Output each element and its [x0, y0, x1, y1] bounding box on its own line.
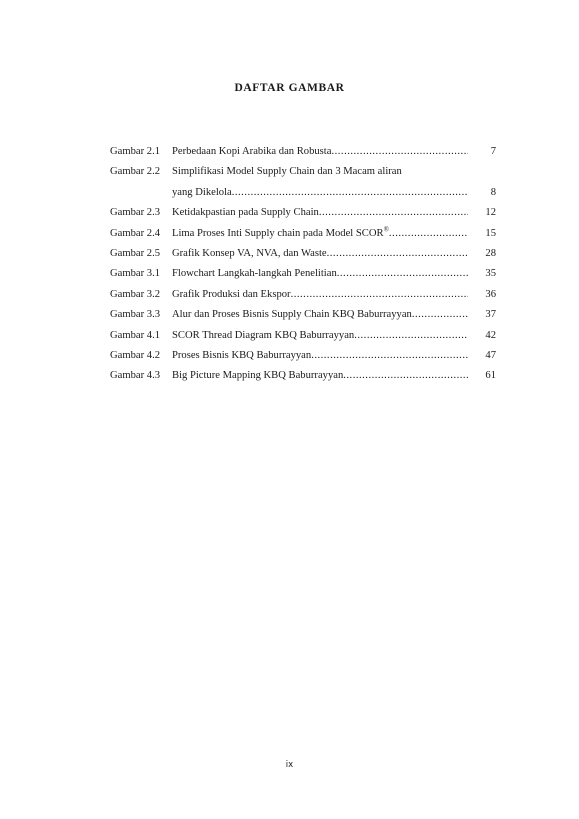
figure-number: Gambar 4.1 [110, 329, 161, 341]
page-ref: 35 [485, 268, 496, 280]
registered-mark: ® [383, 225, 389, 234]
figure-number: Gambar 2.5 [110, 248, 161, 260]
figure-number: Gambar 2.2 [110, 166, 161, 178]
page-ref: 36 [485, 288, 496, 300]
page-ref: 42 [485, 329, 496, 341]
figure-title: Proses Bisnis KBQ Baburrayyan [172, 350, 312, 362]
list-item [110, 203, 496, 223]
list-item [110, 142, 496, 162]
figure-title: Alur dan Proses Bisnis Supply Chain KBQ Baburrayyan [172, 309, 412, 321]
page-ref: 8 [490, 186, 496, 198]
page-ref: 61 [485, 370, 496, 382]
figure-number: Gambar 3.2 [110, 288, 161, 300]
dot-leader [291, 285, 468, 305]
dot-leader [337, 264, 468, 284]
dot-leader [354, 326, 468, 346]
figure-list [110, 142, 496, 387]
list-item [110, 346, 496, 366]
page-ref: 37 [485, 309, 496, 321]
figure-title: Ketidakpastian pada Supply Chain [172, 207, 319, 219]
page-ref: 15 [485, 227, 496, 239]
figure-title: Big Picture Mapping KBQ Baburrayyan [172, 370, 344, 382]
dot-leader [343, 366, 468, 386]
figure-number: Gambar 2.4 [110, 227, 161, 239]
figure-title: Grafik Produksi dan Ekspor [172, 288, 291, 300]
dot-leader [311, 346, 468, 366]
dot-leader [232, 183, 468, 203]
list-item [110, 264, 496, 284]
figure-title: Flowchart Langkah-langkah Penelitian [172, 268, 337, 280]
figure-number: Gambar 4.2 [110, 350, 161, 362]
page-ref: 28 [485, 248, 496, 260]
figure-title: Simplifikasi Model Supply Chain dan 3 Macam aliran [172, 166, 402, 178]
page-ref: 47 [485, 350, 496, 362]
list-item [110, 285, 496, 305]
figure-title: Perbedaan Kopi Arabika dan Robusta [172, 146, 332, 157]
dot-leader [389, 224, 468, 244]
figure-number: Gambar 3.1 [110, 268, 161, 280]
dot-leader [331, 142, 468, 162]
page-number: ix [285, 760, 294, 770]
page-title: DAFTAR GAMBAR [234, 82, 345, 94]
figure-title: Lima Proses Inti Supply chain pada Model SCOR® [172, 225, 389, 239]
page-ref: 7 [490, 146, 496, 157]
figure-number: Gambar 3.3 [110, 309, 161, 321]
figure-title: Grafik Konsep VA, NVA, dan Waste [172, 248, 327, 260]
dot-leader [412, 305, 468, 325]
list-item [110, 162, 496, 203]
figure-number: Gambar 2.1 [110, 146, 161, 157]
list-item [110, 305, 496, 325]
figure-number: Gambar 4.3 [110, 370, 161, 382]
figure-number: Gambar 2.3 [110, 207, 161, 219]
list-item [110, 244, 496, 264]
figure-title: SCOR Thread Diagram KBQ Baburrayyan [172, 329, 355, 341]
list-item [110, 366, 496, 386]
list-item [110, 224, 496, 244]
list-item [110, 326, 496, 346]
dot-leader [319, 203, 468, 223]
figure-title-continued: yang Dikelola [172, 186, 232, 198]
dot-leader [327, 244, 468, 264]
page-ref: 12 [485, 207, 496, 219]
